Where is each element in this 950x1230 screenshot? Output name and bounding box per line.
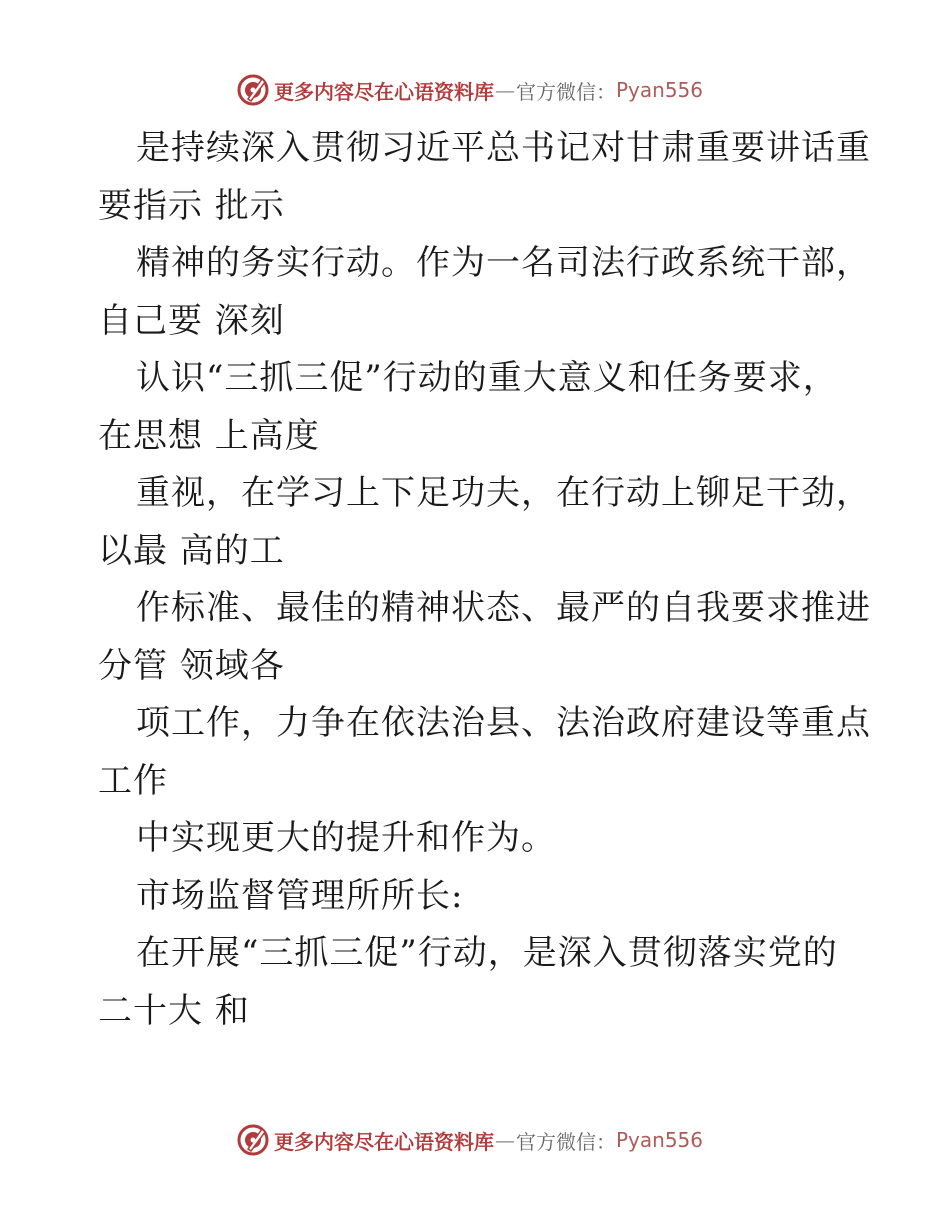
text-line: 中实现更大的提升和作为。 xyxy=(136,818,556,858)
text-line: 分管 领域各 xyxy=(98,645,285,686)
text-line: 二十大 和 xyxy=(98,990,250,1031)
watermark-dash: — xyxy=(495,1128,515,1152)
text-line: 要指示 批示 xyxy=(98,185,285,226)
text-line: 作标准、最佳的精神状态、最严的自我要求推进 xyxy=(136,588,871,628)
text-line: 重视，在学习上下足功夫，在行动上铆足干劲， xyxy=(136,473,871,513)
pen-logo-icon xyxy=(236,1123,270,1157)
text-line: 自己要 深刻 xyxy=(98,300,285,341)
footer-watermark xyxy=(236,1122,703,1158)
watermark-main-text: 更多内容尽在心语资料库 xyxy=(274,79,494,104)
header-watermark xyxy=(236,72,703,108)
text-line: 是持续深入贯彻习近平总书记对甘肃重要讲话重 xyxy=(136,128,871,168)
document-body xyxy=(98,120,871,1040)
watermark-main-text: 更多内容尽在心语资料库 xyxy=(274,1129,494,1154)
text-line: 工作 xyxy=(98,760,168,801)
text-line: 市场监督管理所所长: xyxy=(136,875,464,916)
text-line: 认识“三抓三促”行动的重大意义和任务要求， xyxy=(136,358,838,398)
text-line: 以最 高的工 xyxy=(98,530,285,571)
text-line: 在开展“三抓三促”行动，是深入贯彻落实党的 xyxy=(136,933,838,973)
watermark-official-label: 官方微信： xyxy=(516,1129,616,1154)
watermark-official-label: 官方微信： xyxy=(516,79,616,104)
text-line: 项工作，力争在依法治县、法治政府建设等重点 xyxy=(136,703,871,743)
watermark-dash: — xyxy=(495,78,515,102)
pen-logo-icon xyxy=(236,73,270,107)
text-line: 在思想 上高度 xyxy=(98,415,320,456)
watermark-wechat-id: Pyan556 xyxy=(616,78,704,102)
watermark-wechat-id: Pyan556 xyxy=(616,1128,704,1152)
text-line: 精神的务实行动。作为一名司法行政系统干部， xyxy=(136,243,871,283)
